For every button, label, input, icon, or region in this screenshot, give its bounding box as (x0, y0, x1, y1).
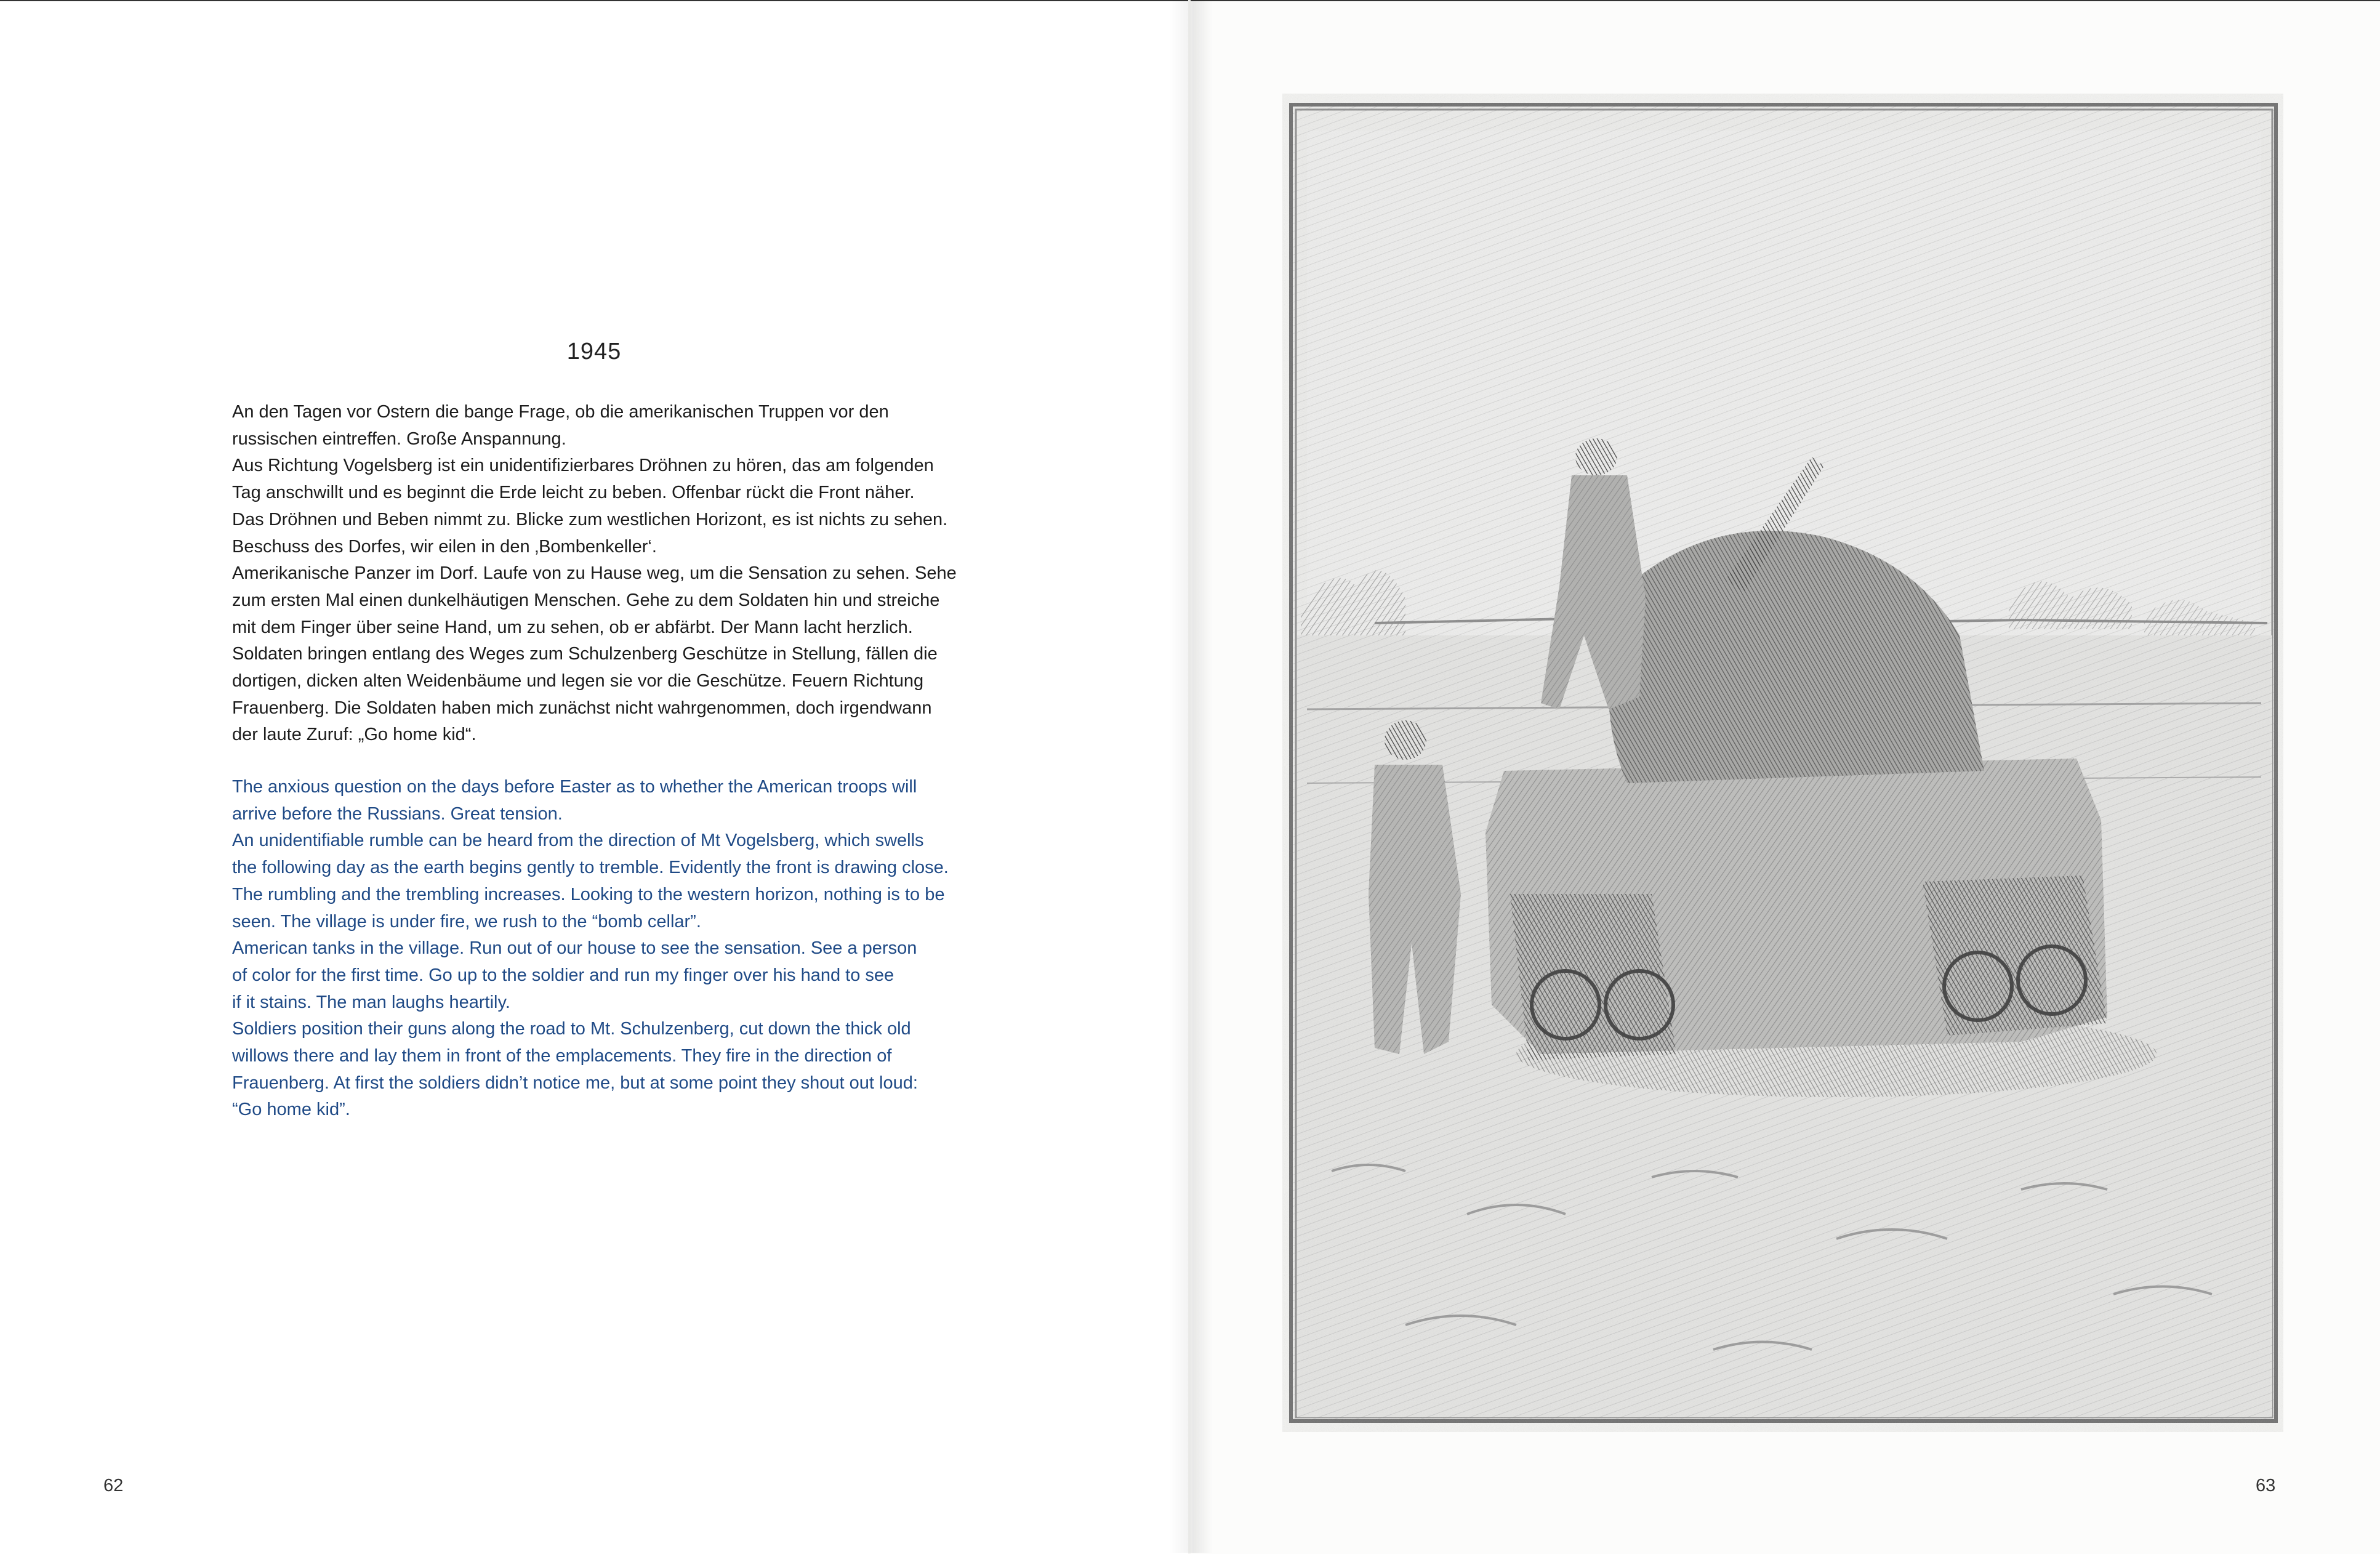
english-line: Frauenberg. At first the soldiers didn’t notice me, but at some point they shout out loud: (232, 1073, 918, 1093)
german-line: Frauenberg. Die Soldaten haben mich zunächst nicht wahrgenommen, doch irgendwann (232, 698, 932, 718)
german-line: An den Tagen vor Ostern die bange Frage, ob die amerikanischen Truppen vor den (232, 402, 889, 422)
english-line: An unidentifiable rumble can be heard from the direction of Mt Vogelsberg, which swells (232, 831, 924, 851)
english-line: American tanks in the village. Run out of our house to see the sensation. See a person (232, 938, 917, 959)
english-text-block (232, 774, 971, 1124)
year-heading: 1945 (566, 339, 622, 364)
english-line: The anxious question on the days before Easter as to whether the American troops will (232, 777, 917, 797)
german-line: Beschuss des Dorfes, wir eilen in den ‚Bombenkeller‘. (232, 536, 657, 557)
english-line: The rumbling and the trembling increases. Looking to the western horizon, nothing is to be (232, 884, 945, 904)
german-line: Tag anschwillt und es beginnt die Erde leicht zu beben. Offenbar rückt die Front näher. (232, 483, 915, 503)
page-number-right: 63 (2256, 1476, 2276, 1496)
english-line: if it stains. The man laughs heartily. (232, 992, 510, 1012)
page-number-left: 62 (103, 1476, 124, 1496)
german-text-block (232, 399, 971, 749)
english-line: arrive before the Russians. Great tension. (232, 803, 563, 824)
german-line: Amerikanische Panzer im Dorf. Laufe von zu Hause weg, um die Sensation zu sehen. Sehe (232, 563, 957, 584)
english-line: Soldiers position their guns along the road to Mt. Schulzenberg, cut down the thick old (232, 1019, 911, 1039)
tank-sketch-svg (1282, 94, 2283, 1432)
german-line: Das Dröhnen und Beben nimmt zu. Blicke zum westlichen Horizont, es ist nichts zu sehen. (232, 509, 948, 529)
german-line: dortigen, dicken alten Weidenbäume und legen sie vor die Geschütze. Feuern Richtung (232, 671, 924, 691)
german-line: der laute Zuruf: „Go home kid“. (232, 725, 476, 745)
german-line: zum ersten Mal einen dunkelhäutigen Menschen. Gehe zu dem Soldaten hin und streiche (232, 590, 940, 610)
english-line: “Go home kid”. (232, 1100, 350, 1120)
english-line: the following day as the earth begins gently to tremble. Evidently the front is drawing close. (232, 858, 949, 878)
english-line: willows there and lay them in front of the emplacements. They fire in the direction of (232, 1046, 892, 1066)
german-line: mit dem Finger über seine Hand, um zu sehen, ob er abfärbt. Der Mann lacht herzlich. (232, 617, 913, 637)
english-line: seen. The village is under fire, we rush to the “bomb cellar”. (232, 911, 701, 932)
book-gutter (1170, 0, 1213, 1553)
german-line: Aus Richtung Vogelsberg ist ein unidentifizierbares Dröhnen zu hören, das am folgenden (232, 456, 934, 476)
left-page (0, 0, 1188, 1554)
english-line: of color for the first time. Go up to the soldier and run my finger over his hand to see (232, 965, 895, 985)
german-line: russischen eintreffen. Große Anspannung. (232, 429, 566, 449)
german-line: Soldaten bringen entlang des Weges zum Schulzenberg Geschütze in Stellung, fällen die (232, 644, 938, 664)
pencil-sketch-illustration (1282, 94, 2283, 1432)
